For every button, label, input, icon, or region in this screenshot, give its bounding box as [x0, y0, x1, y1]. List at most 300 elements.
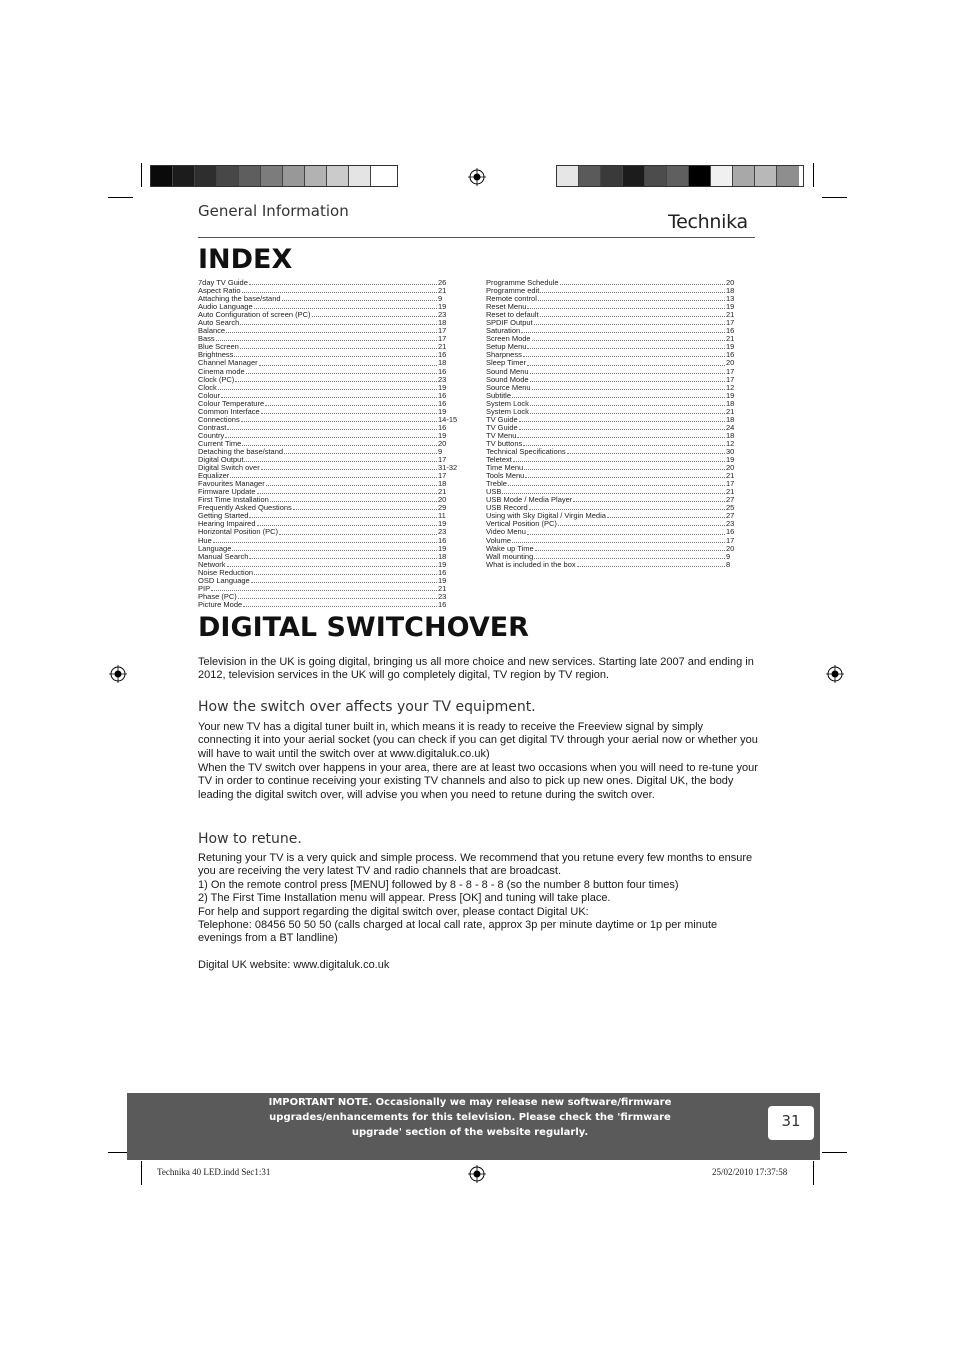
- index-page: 27: [726, 495, 735, 505]
- index-leader-dots: [558, 520, 725, 526]
- index-page: 16: [438, 422, 447, 432]
- brand-logo: Technika: [668, 211, 748, 233]
- support-telephone: Telephone: 08456 50 50 50 (calls charged at local call rate, approx 3p per minute daytime or 1p per minute evenings from a BT landline): [198, 919, 718, 945]
- important-note-line: upgrade' section of the website regularly.: [351, 1127, 589, 1138]
- index-page: 19: [438, 543, 447, 553]
- index-leader-dots: [540, 311, 725, 317]
- color-swatch: [711, 166, 733, 186]
- index-term: Frequently Asked Questions: [198, 503, 292, 513]
- index-term: Balance: [198, 326, 226, 336]
- index-leader-dots: [519, 416, 725, 422]
- index-leader-dots: [513, 456, 725, 462]
- color-calibration-bar-right: [556, 165, 804, 187]
- important-note-line: upgrades/enhancements for this television. Please check the 'firmware: [269, 1112, 671, 1123]
- index-term: Language: [198, 543, 232, 553]
- index-leader-dots: [530, 400, 725, 406]
- crop-mark: [813, 163, 814, 187]
- index-term: TV buttons: [486, 438, 523, 448]
- color-swatch: [667, 166, 689, 186]
- index-term: Attaching the base/stand: [198, 294, 281, 304]
- index-term: Channel Manager: [198, 358, 258, 368]
- index-leader-dots: [521, 327, 725, 333]
- index-entry: [486, 561, 748, 569]
- index-leader-dots: [577, 561, 725, 567]
- index-entry: [198, 585, 460, 593]
- index-leader-dots: [249, 553, 437, 559]
- index-page: 21: [438, 286, 447, 296]
- index-term: Treble: [486, 479, 507, 489]
- color-swatch: [239, 166, 261, 186]
- color-calibration-bar-left: [150, 165, 398, 187]
- index-term: Aspect Ratio: [198, 286, 241, 296]
- color-swatch: [755, 166, 777, 186]
- index-leader-dots: [523, 440, 725, 446]
- index-leader-dots: [502, 488, 725, 494]
- color-swatch: [689, 166, 711, 186]
- index-term: Phase (PC): [198, 591, 237, 601]
- color-swatch: [305, 166, 327, 186]
- index-entry: [198, 376, 460, 384]
- registration-mark-icon: [826, 665, 844, 683]
- index-page: 17: [438, 334, 447, 344]
- index-entry: [198, 577, 460, 585]
- color-swatch: [557, 166, 579, 186]
- index-leader-dots: [519, 424, 725, 430]
- index-term: Screen Mode: [486, 334, 531, 344]
- index-entry: [486, 408, 748, 416]
- index-leader-dots: [227, 561, 437, 567]
- index-entry: [198, 327, 460, 335]
- index-leader-dots: [534, 553, 725, 559]
- index-entry: [486, 432, 748, 440]
- index-leader-dots: [242, 440, 437, 446]
- color-swatch: [327, 166, 349, 186]
- index-leader-dots: [538, 295, 725, 301]
- index-entry: [198, 424, 460, 432]
- index-term: Favourites Manager: [198, 479, 265, 489]
- crop-mark: [141, 1161, 142, 1185]
- index-term: Programme edit: [486, 286, 540, 296]
- index-term: SPDIF Output: [486, 318, 533, 328]
- index-term: 7day TV Guide: [198, 278, 248, 287]
- index-term: Country: [198, 430, 225, 440]
- index-term: Auto Search: [198, 318, 240, 328]
- index-leader-dots: [225, 432, 437, 438]
- index-term: Sharpness: [486, 350, 522, 360]
- index-page: 18: [438, 318, 447, 328]
- index-leader-dots: [607, 512, 725, 518]
- index-term: Brightness: [198, 350, 234, 360]
- index-page: 19: [438, 559, 447, 569]
- crop-mark: [822, 1152, 847, 1153]
- index-leader-dots: [254, 569, 437, 575]
- index-term: Volume: [486, 535, 512, 545]
- index-term: Picture Mode: [198, 599, 243, 609]
- index-term: Time Menu: [486, 463, 524, 473]
- index-page: 16: [726, 326, 735, 336]
- index-page: 16: [726, 527, 735, 537]
- color-swatch: [151, 166, 173, 186]
- index-entry: [486, 319, 748, 327]
- index-page: 24: [726, 422, 735, 432]
- crop-mark: [108, 197, 133, 198]
- crop-mark: [822, 197, 847, 198]
- index-leader-dots: [540, 287, 725, 293]
- index-leader-dots: [249, 279, 437, 285]
- index-term: Clock: [198, 382, 217, 392]
- index-page: 26: [438, 278, 447, 287]
- index-page: 12: [726, 382, 735, 392]
- index-leader-dots: [241, 416, 437, 422]
- index-term: TV Guide: [486, 422, 518, 432]
- index-page: 21: [726, 487, 735, 497]
- section-heading-switch-over: How the switch over affects your TV equipment.: [198, 699, 536, 715]
- index-page: 9: [438, 294, 443, 304]
- index-leader-dots: [279, 528, 437, 534]
- index-leader-dots: [218, 384, 437, 390]
- index-page: 17: [438, 326, 447, 336]
- index-page: 21: [726, 406, 735, 416]
- index-page: 13: [726, 294, 735, 304]
- index-page: 23: [438, 310, 447, 320]
- color-swatch: [349, 166, 371, 186]
- index-entry: [198, 319, 460, 327]
- index-page: 20: [438, 495, 447, 505]
- color-swatch: [217, 166, 239, 186]
- index-entry: [486, 528, 748, 536]
- index-leader-dots: [525, 472, 725, 478]
- index-title: INDEX: [198, 244, 293, 275]
- index-leader-dots: [232, 545, 437, 551]
- index-page: 16: [438, 350, 447, 360]
- index-entry: [198, 553, 460, 561]
- index-page: 23: [726, 519, 735, 529]
- index-term: Sound Mode: [486, 374, 529, 384]
- index-term: Digital Output: [198, 455, 244, 465]
- index-leader-dots: [265, 400, 437, 406]
- index-leader-dots: [517, 432, 725, 438]
- index-entry: [198, 601, 460, 609]
- color-swatch: [579, 166, 601, 186]
- index-page: 16: [438, 599, 447, 609]
- index-page: 20: [726, 358, 735, 368]
- section-label: General Information: [198, 202, 349, 220]
- index-term: TV Guide: [486, 414, 518, 424]
- index-page: 23: [438, 374, 447, 384]
- index-term: Equalizer: [198, 471, 230, 481]
- index-term: Network: [198, 559, 226, 569]
- index-page: 19: [438, 302, 447, 312]
- index-entry: [198, 384, 460, 392]
- index-term: TV Menu: [486, 430, 517, 440]
- page-number: 31: [781, 1112, 801, 1130]
- index-term: Colour Temperature: [198, 398, 265, 408]
- index-leader-dots: [226, 327, 437, 333]
- index-leader-dots: [567, 448, 725, 454]
- index-leader-dots: [512, 537, 725, 543]
- index-term: Sound Menu: [486, 366, 529, 376]
- index-term: Reset to default: [486, 310, 539, 320]
- index-term: USB: [486, 487, 502, 497]
- index-term: Current Time: [198, 438, 242, 448]
- index-page: 21: [726, 334, 735, 344]
- index-entry: [198, 464, 460, 472]
- index-term: System Lock: [486, 398, 529, 408]
- section-paragraph: Retuning your TV is a very quick and simple process. We recommend that you retune every few months to ensure you are receiving the very latest TV and radio channels that are broadcast.: [198, 852, 753, 878]
- index-entry: [486, 448, 748, 456]
- index-page: 21: [438, 342, 447, 352]
- index-term: Connections: [198, 414, 240, 424]
- index-leader-dots: [312, 311, 437, 317]
- index-leader-dots: [234, 351, 437, 357]
- crop-mark: [141, 163, 142, 187]
- index-page: 19: [726, 342, 735, 352]
- crop-mark: [813, 1161, 814, 1185]
- index-term: Firmware Update: [198, 487, 256, 497]
- index-entry: [486, 480, 748, 488]
- index-leader-dots: [524, 464, 725, 470]
- registration-mark-icon: [468, 168, 486, 186]
- index-term: Manual Search: [198, 551, 249, 561]
- section-paragraph: Your new TV has a digital tuner built in, which means it is ready to receive the Freeview signal by simply connecting it into your aerial socket (you can check if you can get digital TV through your aerial now or whether you will have to wait until the switch over at www.digitaluk.co.uk): [198, 721, 758, 760]
- support-text: For help and support regarding the digital switch over, please contact Digital UK:: [198, 906, 589, 918]
- index-term: Subtitle: [486, 390, 512, 400]
- index-page: 19: [726, 390, 735, 400]
- index-leader-dots: [243, 601, 437, 607]
- index-leader-dots: [238, 593, 437, 599]
- index-page: 19: [438, 575, 447, 585]
- index-leader-dots: [249, 512, 437, 518]
- index-page: 17: [438, 455, 447, 465]
- index-page: 19: [438, 406, 447, 416]
- index-entry: [198, 528, 460, 536]
- index-leader-dots: [293, 504, 437, 510]
- index-leader-dots: [527, 359, 725, 365]
- color-swatch: [195, 166, 217, 186]
- index-leader-dots: [560, 279, 725, 285]
- index-term: OSD Language: [198, 575, 250, 585]
- index-page: 17: [726, 366, 735, 376]
- index-term: Noise Reduction: [198, 567, 254, 577]
- index-term: Digital Switch over: [198, 463, 260, 473]
- index-term: Video Menu: [486, 527, 526, 537]
- color-swatch: [623, 166, 645, 186]
- index-page: 18: [438, 479, 447, 489]
- registration-mark-icon: [468, 1165, 486, 1183]
- index-term: Technical Specifications: [486, 446, 566, 456]
- index-entry: [198, 343, 460, 351]
- index-page: 23: [438, 527, 447, 537]
- index-page: 14-15: [438, 414, 458, 424]
- color-swatch: [371, 166, 393, 186]
- index-page: 18: [726, 430, 735, 440]
- index-term: Hearing Impaired: [198, 519, 256, 529]
- color-swatch: [283, 166, 305, 186]
- index-leader-dots: [259, 359, 437, 365]
- retune-step-2: 2) The First Time Installation menu will appear. Press [OK] and tuning will take place.: [198, 892, 611, 904]
- index-term: Horizontal Position (PC): [198, 527, 279, 537]
- section-paragraph: When the TV switch over happens in your area, there are at least two occasions when you will need to re-tune your TV in order to continue receiving your existing TV channels and also to pick up new ones. Digital UK, the body leading the digital switch over, will advise you when you need to retune during the switch over.: [198, 762, 758, 801]
- important-note-line: IMPORTANT NOTE. Occasionally we may release new software/firmware: [268, 1097, 672, 1108]
- index-page: 20: [726, 543, 735, 553]
- index-column-right: [486, 279, 748, 569]
- index-leader-dots: [508, 480, 725, 486]
- index-page: 11: [438, 511, 446, 521]
- index-entry: [198, 368, 460, 376]
- index-page: 16: [438, 366, 447, 376]
- index-term: Bass: [198, 334, 215, 344]
- color-swatch: [645, 166, 667, 186]
- index-leader-dots: [527, 343, 725, 349]
- index-page: 31-32: [438, 463, 458, 473]
- index-leader-dots: [240, 319, 437, 325]
- index-leader-dots: [535, 545, 725, 551]
- index-page: 19: [726, 302, 735, 312]
- section-heading-retune: How to retune.: [198, 831, 302, 847]
- index-page: 18: [726, 398, 735, 408]
- index-leader-dots: [244, 456, 437, 462]
- index-term: Teletext: [486, 455, 512, 465]
- index-leader-dots: [523, 351, 725, 357]
- color-swatch: [733, 166, 755, 186]
- index-page: 19: [438, 430, 447, 440]
- index-leader-dots: [530, 408, 725, 414]
- index-page: 19: [726, 455, 735, 465]
- index-term: PIP: [198, 583, 211, 593]
- retune-step-1: 1) On the remote control press [MENU] followed by 8 - 8 - 8 - 8 (so the number 8 button four times): [198, 879, 679, 891]
- index-page: 17: [726, 374, 735, 384]
- index-leader-dots: [261, 464, 437, 470]
- index-page: 20: [438, 438, 447, 448]
- index-leader-dots: [257, 520, 437, 526]
- header-divider: [198, 237, 755, 238]
- index-term: Common Interface: [198, 406, 260, 416]
- index-page: 18: [438, 551, 447, 561]
- index-page: 21: [726, 310, 735, 320]
- index-page: 16: [438, 567, 447, 577]
- index-term: Sleep Timer: [486, 358, 527, 368]
- index-leader-dots: [532, 335, 725, 341]
- slug-filename: Technika 40 LED.indd Sec1:31: [157, 1167, 271, 1177]
- index-term: Tools Menu: [486, 471, 525, 481]
- index-leader-dots: [532, 384, 725, 390]
- index-leader-dots: [221, 392, 437, 398]
- index-page: 18: [726, 414, 735, 424]
- index-leader-dots: [230, 472, 437, 478]
- index-term: Source Menu: [486, 382, 531, 392]
- index-page: 21: [438, 583, 447, 593]
- index-page: 16: [438, 398, 447, 408]
- index-entry: [198, 416, 460, 424]
- index-term: Cinema mode: [198, 366, 245, 376]
- index-term: What is included in the box: [486, 559, 576, 569]
- index-term: Vertical Position (PC): [486, 519, 557, 529]
- index-leader-dots: [235, 376, 437, 382]
- index-leader-dots: [216, 335, 437, 341]
- index-leader-dots: [512, 392, 725, 398]
- index-page: 16: [438, 535, 447, 545]
- index-term: Clock (PC): [198, 374, 235, 384]
- registration-mark-icon: [109, 665, 127, 683]
- index-term: First Time Installation: [198, 495, 269, 505]
- index-leader-dots: [257, 488, 437, 494]
- index-leader-dots: [530, 368, 725, 374]
- index-term: Auto Configuration of screen (PC): [198, 310, 311, 320]
- index-page: 17: [726, 479, 735, 489]
- index-page: 23: [438, 591, 447, 601]
- index-term: System Lock: [486, 406, 529, 416]
- index-term: Reset Menu: [486, 302, 527, 312]
- index-page: 17: [726, 535, 735, 545]
- index-page: 18: [726, 286, 735, 296]
- index-leader-dots: [251, 577, 437, 583]
- index-term: Using with Sky Digital / Virgin Media: [486, 511, 606, 521]
- index-term: Colour: [198, 390, 221, 400]
- index-entry: [486, 384, 748, 392]
- color-swatch: [777, 166, 799, 186]
- index-page: 17: [438, 471, 447, 481]
- index-page: 27: [726, 511, 735, 521]
- index-term: Hue: [198, 535, 212, 545]
- index-entry: [486, 464, 748, 472]
- index-leader-dots: [266, 480, 437, 486]
- index-leader-dots: [254, 303, 437, 309]
- index-term: USB Record: [486, 503, 528, 513]
- switchover-intro: Television in the UK is going digital, bringing us all more choice and new services. Starting late 2007 and ending in 2012, television services in the UK will go completely digital, TV region by TV region.: [198, 656, 754, 682]
- index-page: 29: [438, 503, 447, 513]
- index-page: 18: [438, 358, 447, 368]
- index-page: 20: [726, 463, 735, 473]
- index-page: 9: [726, 551, 731, 561]
- index-leader-dots: [240, 343, 437, 349]
- index-entry: [486, 343, 748, 351]
- index-page: 21: [438, 487, 447, 497]
- index-leader-dots: [242, 287, 437, 293]
- color-swatch: [261, 166, 283, 186]
- switchover-title: DIGITAL SWITCHOVER: [198, 612, 529, 643]
- index-column-left: [198, 279, 460, 609]
- index-term: Wake up Time: [486, 543, 534, 553]
- index-term: Contrast: [198, 422, 227, 432]
- index-entry: [486, 424, 748, 432]
- index-entry: [486, 472, 748, 480]
- index-leader-dots: [261, 408, 437, 414]
- index-page: 25: [726, 503, 735, 513]
- support-website: Digital UK website: www.digitaluk.co.uk: [198, 959, 390, 971]
- index-term: Blue Screen: [198, 342, 239, 352]
- index-page: 12: [726, 438, 735, 448]
- index-entry: [198, 537, 460, 545]
- index-leader-dots: [527, 303, 725, 309]
- index-term: USB Mode / Media Player: [486, 495, 573, 505]
- index-term: Remote control: [486, 294, 537, 304]
- index-page: 20: [726, 278, 735, 287]
- index-page: 19: [438, 382, 447, 392]
- index-entry: [486, 416, 748, 424]
- index-leader-dots: [211, 585, 437, 591]
- index-leader-dots: [530, 376, 725, 382]
- index-term: Audio Language: [198, 302, 253, 312]
- index-leader-dots: [284, 448, 437, 454]
- index-entry: [486, 456, 748, 464]
- index-term: Setup Menu: [486, 342, 527, 352]
- index-leader-dots: [282, 295, 437, 301]
- index-term: Wall mounting: [486, 551, 534, 561]
- index-term: Programme Schedule: [486, 278, 559, 287]
- index-leader-dots: [227, 424, 437, 430]
- index-leader-dots: [213, 537, 437, 543]
- index-page: 21: [726, 471, 735, 481]
